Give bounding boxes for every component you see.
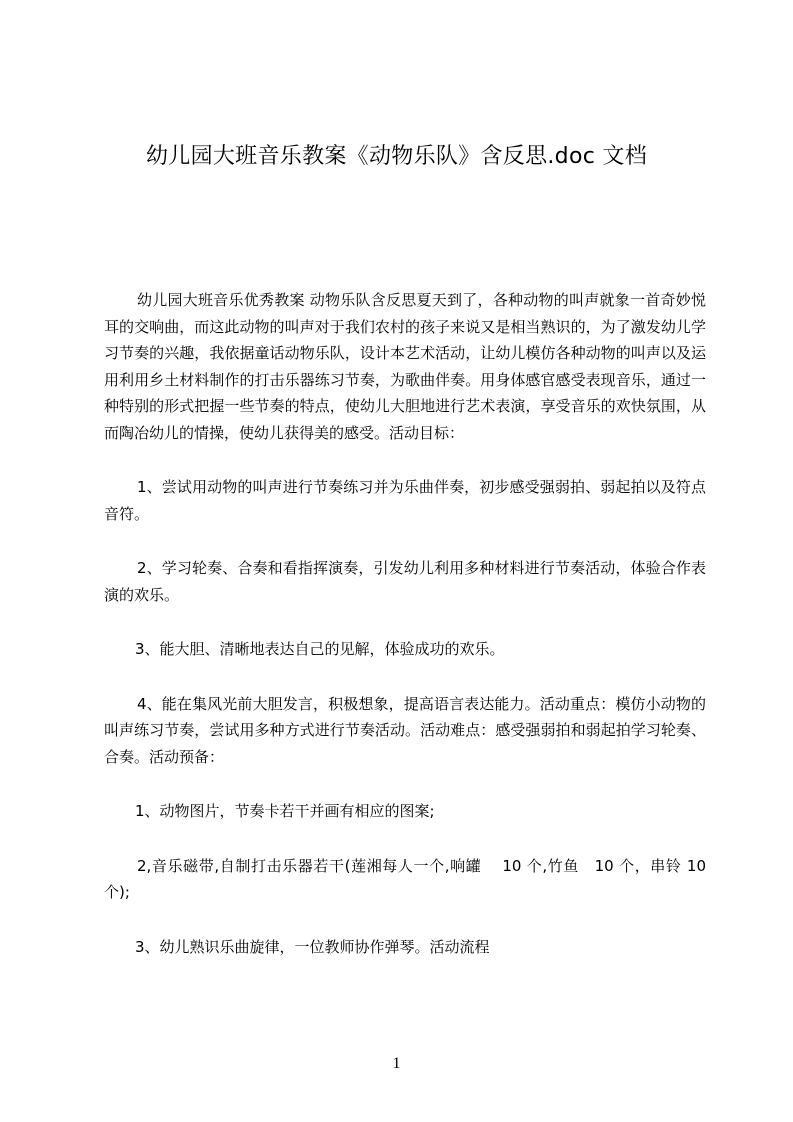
- goal-item-2: 2、学习轮奏、合奏和看指挥演奏，引发幼儿利用多种材料进行节奏活动，体验合作表演的欢乐。: [104, 559, 706, 604]
- goal-item-4: 4、能在集风光前大胆发言，积极想象，提高语言表达能力。活动重点：模仿小动物的叫声练习节奏，尝试用多种方式进行节奏活动。活动难点：感受强弱拍和弱起拍学习轮奏、合奏。活动预备：: [104, 694, 706, 766]
- goal-item-3: 3、能大胆、清晰地表达自己的见解，体验成功的欢乐。: [135, 640, 505, 658]
- intro-paragraph: 幼儿园大班音乐优秀教案 动物乐队含反思夏天到了，各种动物的叫声就象一首奇妙悦耳的交响曲，而这此动物的叫声对于我们农村的孩子来说又是相当熟识的，为了激发幼儿学习节奏的兴趣，我依据童话动物乐队，设计本艺术活动，让幼儿模仿各种动物的叫声以及运用利用乡土材料制作的打击乐器练习节奏，为歌曲伴奏。用身体感官感受表现音乐，通过一种特别的形式把握一些节奏的特点，使幼儿大胆地进行艺术表演，享受音乐的欢快氛围，从而陶冶幼儿的情操，使幼儿获得美的感受。活动目标：: [104, 291, 706, 442]
- page-number: 1: [392, 1055, 401, 1072]
- document-body: [104, 287, 706, 960]
- preparation-item-1: 1、动物图片，节奏卡若干并画有相应的图案;: [135, 802, 435, 820]
- goal-item-1: 1、尝试用动物的叫声进行节奏练习并为乐曲伴奏，初步感受强弱拍、弱起拍以及符点音符。: [104, 478, 706, 523]
- preparation-item-3: 3、幼儿熟识乐曲旋律，一位教师协作弹琴。活动流程: [135, 937, 490, 956]
- document-title: 幼儿园大班音乐教案《动物乐队》含反思.doc 文档: [145, 144, 647, 169]
- preparation-item-2: 2,音乐磁带,自制打击乐器若干(莲湘每人一个,响罐 10 个,竹鱼 10 个，串铃 10 个);: [104, 856, 706, 901]
